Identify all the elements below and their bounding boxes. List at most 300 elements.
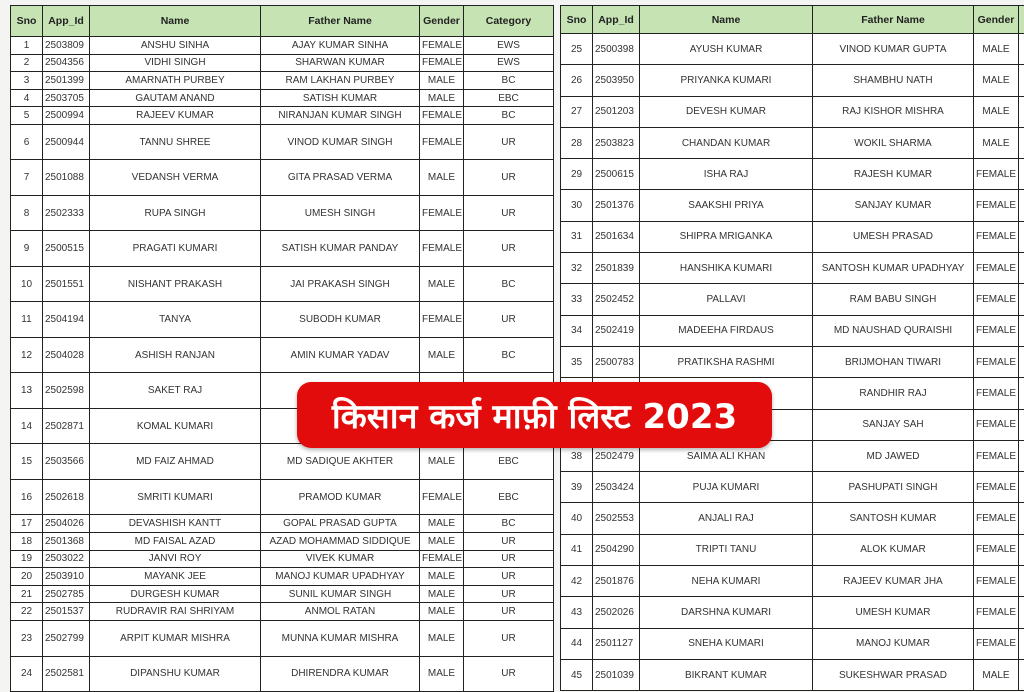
cell-name: ANJALI RAJ (640, 503, 813, 534)
table-row (561, 65, 1024, 96)
cell-sno: 42 (561, 566, 593, 597)
cell-gender: MALE (974, 65, 1019, 96)
cell-category (1019, 659, 1024, 690)
cell-app-id: 2501127 (593, 628, 640, 659)
cell-name: RAJEEV KUMAR (90, 107, 261, 125)
cell-category (1019, 221, 1024, 252)
cell-father-name: VINOD KUMAR SINGH (261, 124, 420, 160)
cell-gender: FEMALE (420, 54, 464, 72)
cell-father-name: RAJEEV KUMAR JHA (813, 566, 974, 597)
cell-father-name: AZAD MOHAMMAD SIDDIQUE (261, 533, 420, 551)
cell-sno: 23 (11, 621, 43, 657)
cell-app-id: 2500515 (43, 231, 90, 267)
cell-father-name: RAJ KISHOR MISHRA (813, 96, 974, 127)
cell-category: BC (464, 72, 554, 90)
table-row (561, 34, 1024, 65)
cell-app-id: 2502553 (593, 503, 640, 534)
cell-father-name: MANOJ KUMAR (813, 628, 974, 659)
table-row (11, 444, 554, 480)
cell-category (1019, 409, 1024, 440)
cell-sno: 43 (561, 597, 593, 628)
cell-category: EBC (464, 479, 554, 515)
cell-sno: 24 (11, 656, 43, 692)
cell-gender: FEMALE (420, 195, 464, 231)
cell-father-name: ANMOL RATAN (261, 603, 420, 621)
cell-app-id: 2502452 (593, 284, 640, 315)
header-father-name: Father Name (261, 6, 420, 37)
cell-app-id: 2503950 (593, 65, 640, 96)
cell-father-name: MD JAWED (813, 440, 974, 471)
cell-gender: FEMALE (974, 472, 1019, 503)
cell-category: UR (464, 160, 554, 196)
cell-father-name: RAM BABU SINGH (813, 284, 974, 315)
cell-sno: 14 (11, 408, 43, 444)
cell-app-id: 2502026 (593, 597, 640, 628)
cell-sno: 21 (11, 585, 43, 603)
cell-father-name: SHAMBHU NATH (813, 65, 974, 96)
cell-gender: MALE (420, 266, 464, 302)
cell-category (1019, 346, 1024, 377)
cell-sno: 18 (11, 533, 43, 551)
cell-sno: 6 (11, 124, 43, 160)
table-row (11, 621, 554, 657)
table-row (561, 284, 1024, 315)
cell-category (1019, 503, 1024, 534)
cell-category (1019, 440, 1024, 471)
cell-gender: FEMALE (974, 284, 1019, 315)
cell-category (1019, 628, 1024, 659)
cell-gender: FEMALE (974, 221, 1019, 252)
cell-app-id: 2502479 (593, 440, 640, 471)
cell-sno: 29 (561, 159, 593, 190)
cell-category (1019, 378, 1024, 409)
cell-name: TANYA (90, 302, 261, 338)
cell-app-id: 2502419 (593, 315, 640, 346)
cell-father-name: UMESH KUMAR (813, 597, 974, 628)
cell-category (1019, 159, 1024, 190)
cell-gender: MALE (420, 621, 464, 657)
cell-name: SNEHA KUMARI (640, 628, 813, 659)
cell-name: ARPIT KUMAR MISHRA (90, 621, 261, 657)
header-father-name: Father Name (813, 6, 974, 34)
cell-father-name: AJAY KUMAR SINHA (261, 37, 420, 55)
cell-category (1019, 315, 1024, 346)
cell-name: DEVASHISH KANTT (90, 515, 261, 533)
cell-sno: 39 (561, 472, 593, 503)
cell-category (1019, 566, 1024, 597)
cell-category: UR (464, 124, 554, 160)
cell-name: BIKRANT KUMAR (640, 659, 813, 690)
table-row (11, 568, 554, 586)
cell-app-id: 2503566 (43, 444, 90, 480)
cell-sno: 4 (11, 89, 43, 107)
cell-name: SMRITI KUMARI (90, 479, 261, 515)
cell-gender: FEMALE (974, 440, 1019, 471)
table-row (11, 107, 554, 125)
cell-gender: FEMALE (420, 550, 464, 568)
cell-gender: FEMALE (974, 253, 1019, 284)
cell-father-name: MANOJ KUMAR UPADHYAY (261, 568, 420, 586)
cell-father-name: ALOK KUMAR (813, 534, 974, 565)
table-row (11, 302, 554, 338)
cell-father-name: PASHUPATI SINGH (813, 472, 974, 503)
cell-gender: FEMALE (974, 315, 1019, 346)
cell-gender: MALE (420, 585, 464, 603)
table-row (561, 221, 1024, 252)
cell-name: SAAKSHI PRIYA (640, 190, 813, 221)
cell-name: RUPA SINGH (90, 195, 261, 231)
cell-app-id: 2502581 (43, 656, 90, 692)
cell-category: EBC (464, 444, 554, 480)
cell-name: JANVI ROY (90, 550, 261, 568)
cell-category: UR (464, 621, 554, 657)
cell-gender: MALE (974, 34, 1019, 65)
cell-name: ANSHU SINHA (90, 37, 261, 55)
cell-app-id: 2502799 (43, 621, 90, 657)
cell-name: RUDRAVIR RAI SHRIYAM (90, 603, 261, 621)
cell-father-name: MUNNA KUMAR MISHRA (261, 621, 420, 657)
cell-name: SAIMA ALI KHAN (640, 440, 813, 471)
header-app-id: App_Id (593, 6, 640, 34)
cell-app-id: 2500944 (43, 124, 90, 160)
cell-name: GAUTAM ANAND (90, 89, 261, 107)
cell-gender: MALE (420, 160, 464, 196)
cell-category (1019, 190, 1024, 221)
cell-app-id: 2502598 (43, 373, 90, 409)
cell-app-id: 2504026 (43, 515, 90, 533)
cell-name: VEDANSH VERMA (90, 160, 261, 196)
cell-gender: MALE (420, 533, 464, 551)
cell-app-id: 2501537 (43, 603, 90, 621)
cell-category: UR (464, 550, 554, 568)
cell-father-name: DHIRENDRA KUMAR (261, 656, 420, 692)
cell-name: TANNU SHREE (90, 124, 261, 160)
cell-app-id: 2501634 (593, 221, 640, 252)
cell-app-id: 2501203 (593, 96, 640, 127)
header-sno: Sno (11, 6, 43, 37)
cell-gender: MALE (420, 656, 464, 692)
cell-category (1019, 96, 1024, 127)
cell-sno: 44 (561, 628, 593, 659)
cell-app-id: 2502871 (43, 408, 90, 444)
cell-app-id: 2504194 (43, 302, 90, 338)
cell-category: UR (464, 302, 554, 338)
cell-father-name: SANTOSH KUMAR UPADHYAY (813, 253, 974, 284)
cell-app-id: 2503823 (593, 127, 640, 158)
header-category-cut (1019, 6, 1024, 34)
beneficiary-table-left (10, 5, 554, 692)
cell-category: UR (464, 533, 554, 551)
cell-father-name: BRIJMOHAN TIWARI (813, 346, 974, 377)
table-row (561, 628, 1024, 659)
cell-name: DIPANSHU KUMAR (90, 656, 261, 692)
cell-category: EWS (464, 37, 554, 55)
table-row (11, 603, 554, 621)
cell-gender: MALE (420, 568, 464, 586)
cell-father-name: WOKIL SHARMA (813, 127, 974, 158)
table-row (561, 253, 1024, 284)
cell-sno: 2 (11, 54, 43, 72)
cell-app-id: 2501876 (593, 566, 640, 597)
cell-app-id: 2503022 (43, 550, 90, 568)
cell-app-id: 2501551 (43, 266, 90, 302)
cell-father-name: AMIN KUMAR YADAV (261, 337, 420, 373)
table-row (11, 231, 554, 267)
cell-name: AMARNATH PURBEY (90, 72, 261, 90)
cell-name: KOMAL KUMARI (90, 408, 261, 444)
cell-sno: 19 (11, 550, 43, 568)
cell-name: PRAGATI KUMARI (90, 231, 261, 267)
cell-gender: FEMALE (974, 534, 1019, 565)
cell-app-id: 2502785 (43, 585, 90, 603)
cell-gender: MALE (420, 337, 464, 373)
cell-category (1019, 65, 1024, 96)
header-gender: Gender (974, 6, 1019, 34)
cell-sno: 11 (11, 302, 43, 338)
cell-father-name: SATISH KUMAR (261, 89, 420, 107)
cell-father-name: SANJAY SAH (813, 409, 974, 440)
cell-sno: 12 (11, 337, 43, 373)
cell-sno: 33 (561, 284, 593, 315)
cell-gender: MALE (974, 659, 1019, 690)
table-row (561, 315, 1024, 346)
cell-app-id: 2504290 (593, 534, 640, 565)
table-row (561, 472, 1024, 503)
cell-sno: 7 (11, 160, 43, 196)
cell-father-name: MD NAUSHAD QURAISHI (813, 315, 974, 346)
table-row (11, 72, 554, 90)
header-name: Name (640, 6, 813, 34)
cell-gender: FEMALE (974, 628, 1019, 659)
cell-category: UR (464, 603, 554, 621)
cell-app-id: 2503705 (43, 89, 90, 107)
table-row (11, 550, 554, 568)
cell-category (1019, 34, 1024, 65)
cell-name: TRIPTI TANU (640, 534, 813, 565)
table-row (561, 96, 1024, 127)
cell-app-id: 2502333 (43, 195, 90, 231)
cell-category: BC (464, 266, 554, 302)
cell-app-id: 2500783 (593, 346, 640, 377)
cell-category: UR (464, 195, 554, 231)
cell-sno: 16 (11, 479, 43, 515)
header-category: Category (464, 6, 554, 37)
table-row (11, 160, 554, 196)
header-sno: Sno (561, 6, 593, 34)
cell-gender: MALE (420, 72, 464, 90)
cell-category (1019, 253, 1024, 284)
cell-father-name: PRAMOD KUMAR (261, 479, 420, 515)
cell-father-name: RAJESH KUMAR (813, 159, 974, 190)
cell-sno: 34 (561, 315, 593, 346)
table-row (561, 127, 1024, 158)
table-row (561, 346, 1024, 377)
cell-gender: FEMALE (974, 566, 1019, 597)
cell-app-id: 2501399 (43, 72, 90, 90)
cell-sno: 31 (561, 221, 593, 252)
cell-name: VIDHI SINGH (90, 54, 261, 72)
cell-category (1019, 284, 1024, 315)
cell-gender: FEMALE (420, 231, 464, 267)
cell-gender: FEMALE (420, 302, 464, 338)
cell-father-name: UMESH SINGH (261, 195, 420, 231)
cell-category: BC (464, 515, 554, 533)
table-row (11, 266, 554, 302)
table-row (11, 195, 554, 231)
cell-sno: 13 (11, 373, 43, 409)
cell-category (1019, 472, 1024, 503)
cell-category: UR (464, 231, 554, 267)
cell-name: MD FAISAL AZAD (90, 533, 261, 551)
cell-gender: FEMALE (420, 479, 464, 515)
cell-app-id: 2500994 (43, 107, 90, 125)
cell-sno: 22 (11, 603, 43, 621)
table-row (11, 37, 554, 55)
cell-category: UR (464, 585, 554, 603)
cell-sno: 41 (561, 534, 593, 565)
cell-father-name: JAI PRAKASH SINGH (261, 266, 420, 302)
cell-category (1019, 534, 1024, 565)
cell-category: EWS (464, 54, 554, 72)
cell-name: PRIYANKA KUMARI (640, 65, 813, 96)
table-header (11, 6, 554, 37)
cell-gender: FEMALE (420, 107, 464, 125)
header-name: Name (90, 6, 261, 37)
cell-name: PRATIKSHA RASHMI (640, 346, 813, 377)
table-row (561, 190, 1024, 221)
cell-name: ASHISH RANJAN (90, 337, 261, 373)
cell-gender: MALE (420, 444, 464, 480)
cell-gender: MALE (974, 127, 1019, 158)
table-row (11, 479, 554, 515)
cell-gender: MALE (974, 96, 1019, 127)
cell-father-name: UMESH PRASAD (813, 221, 974, 252)
cell-name: CHANDAN KUMAR (640, 127, 813, 158)
cell-father-name: SHARWAN KUMAR (261, 54, 420, 72)
cell-name: ISHA RAJ (640, 159, 813, 190)
cell-gender: FEMALE (974, 378, 1019, 409)
cell-app-id: 2503809 (43, 37, 90, 55)
table-row (11, 89, 554, 107)
table-row (561, 159, 1024, 190)
table-row (11, 124, 554, 160)
table-row (11, 656, 554, 692)
cell-father-name: NIRANJAN KUMAR SINGH (261, 107, 420, 125)
cell-gender: FEMALE (974, 346, 1019, 377)
cell-app-id: 2500615 (593, 159, 640, 190)
cell-name: MD FAIZ AHMAD (90, 444, 261, 480)
cell-sno: 40 (561, 503, 593, 534)
cell-name: MAYANK JEE (90, 568, 261, 586)
cell-sno: 9 (11, 231, 43, 267)
cell-app-id: 2501368 (43, 533, 90, 551)
cell-sno: 38 (561, 440, 593, 471)
cell-sno: 35 (561, 346, 593, 377)
cell-gender: MALE (420, 603, 464, 621)
cell-sno: 32 (561, 253, 593, 284)
cell-app-id: 2504356 (43, 54, 90, 72)
beneficiary-table-right (560, 5, 1024, 691)
cell-gender: MALE (420, 515, 464, 533)
cell-name: NISHANT PRAKASH (90, 266, 261, 302)
cell-gender: FEMALE (974, 190, 1019, 221)
cell-father-name: GOPAL PRASAD GUPTA (261, 515, 420, 533)
cell-father-name: RAM LAKHAN PURBEY (261, 72, 420, 90)
cell-sno: 25 (561, 34, 593, 65)
cell-name: DURGESH KUMAR (90, 585, 261, 603)
cell-app-id: 2503910 (43, 568, 90, 586)
cell-gender: FEMALE (420, 124, 464, 160)
cell-sno: 1 (11, 37, 43, 55)
cell-sno: 5 (11, 107, 43, 125)
cell-sno: 30 (561, 190, 593, 221)
cell-father-name: VINOD KUMAR GUPTA (813, 34, 974, 65)
cell-father-name: MD SADIQUE AKHTER (261, 444, 420, 480)
cell-app-id: 2501039 (593, 659, 640, 690)
cell-sno: 26 (561, 65, 593, 96)
table-row (11, 337, 554, 373)
cell-name: SAKET RAJ (90, 373, 261, 409)
cell-sno: 17 (11, 515, 43, 533)
cell-name: AYUSH KUMAR (640, 34, 813, 65)
cell-father-name: SUKESHWAR PRASAD (813, 659, 974, 690)
cell-app-id: 2501088 (43, 160, 90, 196)
table-row (561, 597, 1024, 628)
cell-name: PUJA KUMARI (640, 472, 813, 503)
cell-father-name: SANJAY KUMAR (813, 190, 974, 221)
cell-father-name: SUBODH KUMAR (261, 302, 420, 338)
cell-app-id: 2500398 (593, 34, 640, 65)
cell-sno: 20 (11, 568, 43, 586)
cell-gender: FEMALE (974, 503, 1019, 534)
cell-category: UR (464, 656, 554, 692)
cell-name: HANSHIKA KUMARI (640, 253, 813, 284)
cell-category: BC (464, 337, 554, 373)
cell-sno: 28 (561, 127, 593, 158)
cell-name: SHIPRA MRIGANKA (640, 221, 813, 252)
cell-app-id: 2503424 (593, 472, 640, 503)
cell-sno: 3 (11, 72, 43, 90)
table-row (561, 659, 1024, 690)
cell-father-name: SATISH KUMAR PANDAY (261, 231, 420, 267)
header-app-id: App_Id (43, 6, 90, 37)
cell-father-name: GITA PRASAD VERMA (261, 160, 420, 196)
table-row (561, 503, 1024, 534)
cell-name: NEHA KUMARI (640, 566, 813, 597)
cell-gender: FEMALE (974, 159, 1019, 190)
cell-app-id: 2501839 (593, 253, 640, 284)
table-row (11, 585, 554, 603)
cell-category (1019, 127, 1024, 158)
cell-name: DEVESH KUMAR (640, 96, 813, 127)
cell-father-name: VIVEK KUMAR (261, 550, 420, 568)
table-row (561, 534, 1024, 565)
table-row (561, 566, 1024, 597)
cell-sno: 10 (11, 266, 43, 302)
cell-father-name: RANDHIR RAJ (813, 378, 974, 409)
cell-sno: 15 (11, 444, 43, 480)
cell-gender: FEMALE (974, 409, 1019, 440)
cell-category: BC (464, 107, 554, 125)
table-row (11, 533, 554, 551)
cell-name: DARSHNA KUMARI (640, 597, 813, 628)
table-header (561, 6, 1024, 34)
title-banner: किसान कर्ज माफ़ी लिस्ट 2023 (297, 382, 772, 448)
cell-category: UR (464, 568, 554, 586)
cell-app-id: 2501376 (593, 190, 640, 221)
table-row (11, 515, 554, 533)
header-gender: Gender (420, 6, 464, 37)
